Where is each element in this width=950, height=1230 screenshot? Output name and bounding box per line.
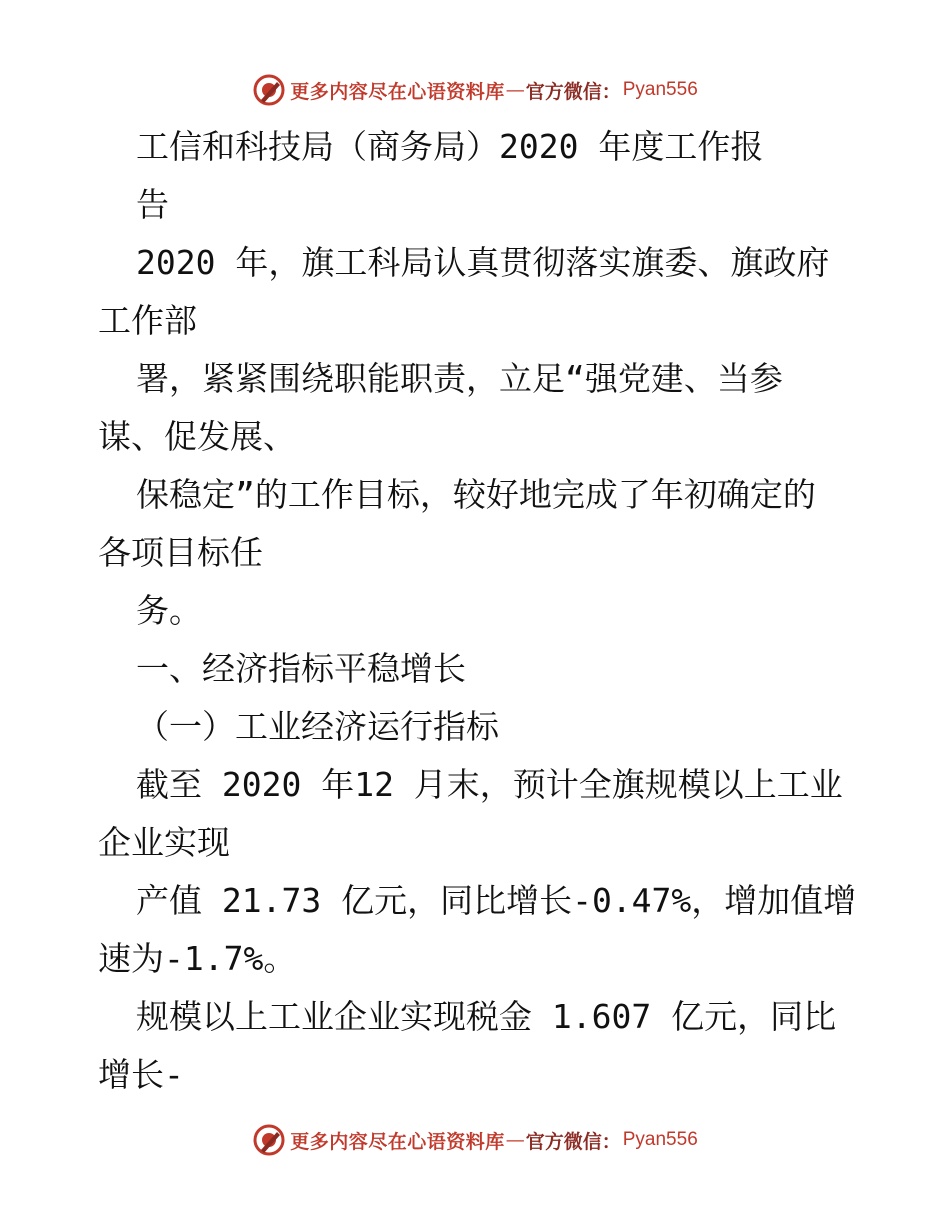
watermark-dash: — — [505, 1129, 525, 1151]
watermark-dash: — — [505, 79, 525, 101]
subsection-heading: （一）工业经济运行指标 — [136, 707, 499, 746]
pen-logo-icon — [252, 1123, 286, 1157]
title-line-2: 告 — [136, 185, 169, 224]
body-line: 企业实现 — [98, 823, 230, 862]
watermark-text: 更多内容尽在心语资料库 — [290, 1130, 505, 1153]
body-line: 署，紧紧围绕职能职责，立足“强党建、当参 — [136, 359, 783, 398]
watermark-text: 更多内容尽在心语资料库 — [290, 80, 505, 103]
watermark-wechat-label: 官方微信： — [525, 1130, 621, 1153]
body-line: 规模以上工业企业实现税金 1.607 亿元，同比 — [136, 997, 837, 1036]
body-line: 速为-1.7%。 — [98, 939, 297, 978]
body-line: 增长- — [98, 1055, 184, 1094]
footer-watermark — [0, 1120, 950, 1160]
pen-logo-icon — [252, 73, 286, 107]
body-line: 截至 2020 年12 月末，预计全旗规模以上工业 — [136, 765, 843, 804]
title-line-1: 工信和科技局（商务局）2020 年度工作报 — [136, 127, 764, 166]
body-line: 谋、促发展、 — [98, 417, 296, 456]
watermark-wechat-label: 官方微信： — [525, 80, 621, 103]
section-heading: 一、经济指标平稳增长 — [136, 649, 466, 688]
body-line: 工作部 — [98, 301, 197, 340]
body-line: 产值 21.73 亿元，同比增长-0.47%，增加值增 — [136, 881, 857, 920]
header-watermark — [0, 70, 950, 110]
watermark-wechat-id: Pyan556 — [622, 79, 698, 100]
body-line: 务。 — [136, 591, 202, 630]
document-body — [98, 118, 858, 1104]
body-line: 保稳定”的工作目标，较好地完成了年初确定的 — [136, 475, 816, 514]
watermark-wechat-id: Pyan556 — [622, 1129, 698, 1150]
body-line: 2020 年，旗工科局认真贯彻落实旗委、旗政府 — [136, 243, 830, 282]
body-line: 各项目标任 — [98, 533, 263, 572]
